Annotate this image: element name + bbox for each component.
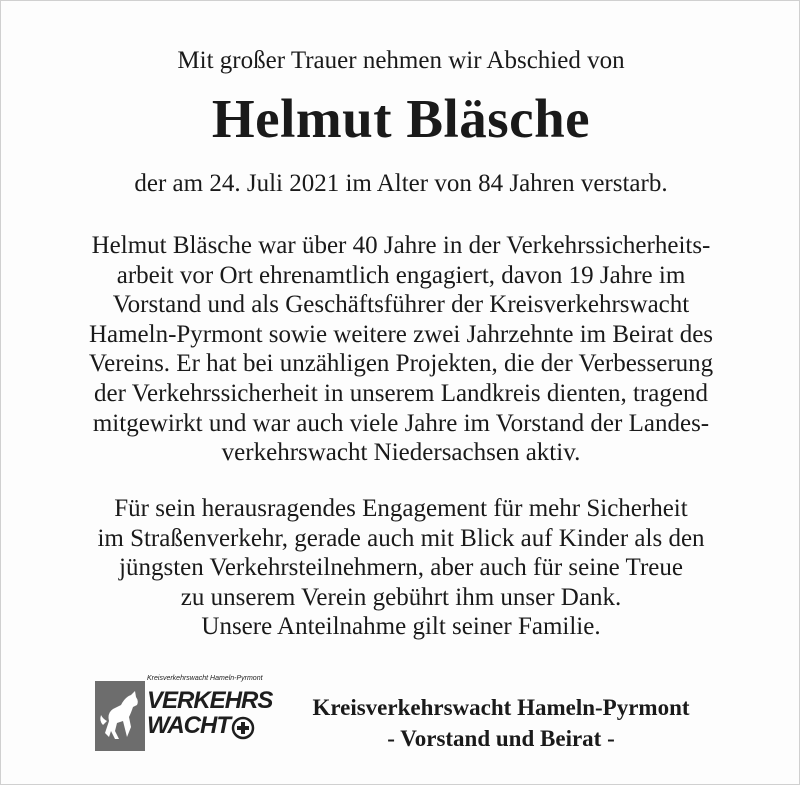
paragraph-line: Vereins. Er hat bei unzähligen Projekten, die der Verbesserung (88, 350, 714, 378)
intro-text: Mit großer Trauer nehmen wir Abschied von (177, 47, 625, 74)
gratitude-paragraph (1, 494, 800, 642)
signature-board: - Vorstand und Beirat - (387, 726, 615, 751)
logo-caption: Kreisverkehrswacht Hameln-Pyrmont (147, 675, 263, 682)
plus-circle-icon (231, 716, 255, 740)
paragraph-line: jüngsten Verkehrsteilnehmern, aber auch für seine Treue (119, 554, 683, 582)
paragraph-line: Vorstand und als Geschäftsführer der Kreisverkehrswacht (112, 291, 690, 319)
paragraph-line: der Verkehrssicherheit in unserem Landkreis dienten, tragend (94, 379, 708, 407)
logo-word-wacht: WACHT (147, 712, 230, 739)
horse-icon (95, 681, 145, 751)
deceased-name: Helmut Bläsche (211, 88, 591, 149)
death-date-line: der am 24. Juli 2021 im Alter von 84 Jahren verstarb. (134, 170, 668, 197)
logo-word-verkehrs: VERKEHRS (147, 687, 273, 714)
paragraph-line: verkehrswacht Niedersachsen aktiv. (221, 439, 581, 467)
paragraph-line: Hameln-Pyrmont sowie weitere zwei Jahrzehnte im Beirat des (88, 320, 714, 348)
paragraph-line: arbeit vor Ort ehrenamtlich engagiert, davon 19 Jahre im (116, 261, 686, 289)
paragraph-line: Für sein herausragendes Engagement für mehr Sicherheit (114, 495, 688, 522)
verkehrswacht-logo (95, 675, 273, 751)
paragraph-line: Helmut Bläsche war über 40 Jahre in der Verkehrssicherheits- (91, 232, 711, 259)
biography-paragraph (1, 231, 800, 468)
paragraph-line: zu unserem Verein gebührt ihm unser Dank. (180, 583, 622, 611)
paragraph-line: im Straßenverkehr, gerade auch mit Blick auf Kinder als den (97, 524, 705, 552)
paragraph-line: mitgewirkt und war auch viele Jahre im Vorstand der Landes- (92, 409, 710, 437)
paragraph-line: Unsere Anteilnahme gilt seiner Familie. (201, 613, 601, 641)
signature-organization: Kreisverkehrswacht Hameln-Pyrmont (312, 695, 690, 720)
